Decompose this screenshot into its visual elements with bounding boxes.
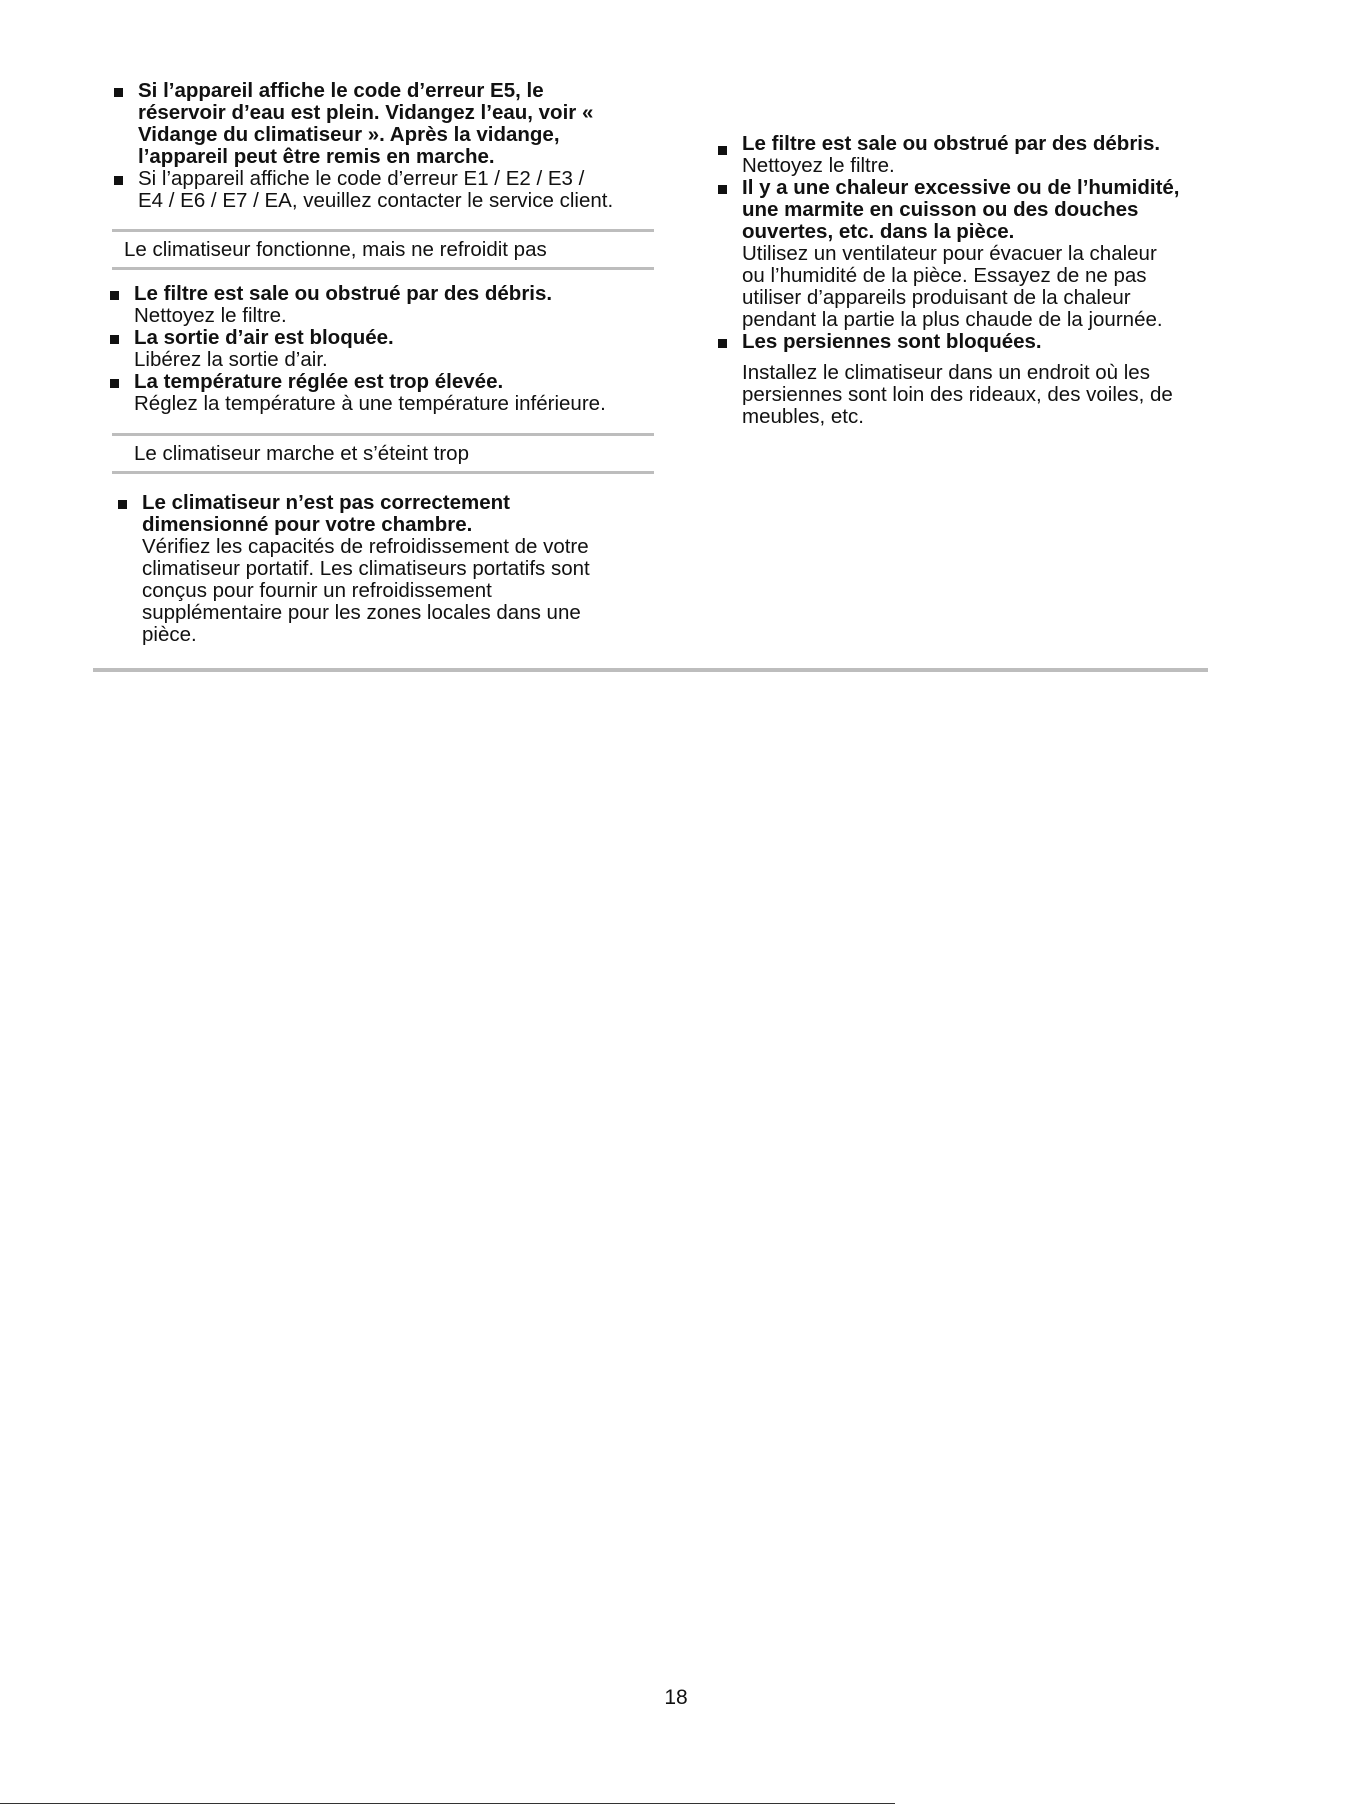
item-text-line: climatiseur portatif. Les climatiseurs portatifs sont bbox=[142, 557, 590, 580]
list-item bbox=[112, 168, 672, 212]
page-number: 18 bbox=[664, 1686, 688, 1709]
item-title-line: Le filtre est sale ou obstrué par des débris. bbox=[742, 132, 1161, 155]
item-text-line: Utilisez un ventilateur pour évacuer la chaleur bbox=[742, 242, 1157, 265]
item-text-line: pièce. bbox=[142, 623, 197, 646]
item-text-line: supplémentaire pour les zones locales dans une bbox=[142, 601, 581, 624]
square-bullet-icon bbox=[718, 339, 727, 348]
list-item bbox=[108, 371, 668, 415]
item-title-line: Si l’appareil affiche le code d’erreur E5, le bbox=[138, 79, 544, 102]
section-divider bbox=[93, 668, 1208, 672]
square-bullet-icon bbox=[110, 379, 119, 388]
list-item bbox=[116, 492, 676, 646]
item-text-line: meubles, etc. bbox=[742, 405, 864, 428]
list-item bbox=[716, 133, 1236, 177]
square-bullet-icon bbox=[718, 146, 727, 155]
item-title-line: une marmite en cuisson ou des douches bbox=[742, 198, 1139, 221]
square-bullet-icon bbox=[114, 88, 123, 97]
item-text-line: Nettoyez le filtre. bbox=[742, 154, 895, 177]
item-title-line: Il y a une chaleur excessive ou de l’humidité, bbox=[742, 176, 1180, 199]
item-text-line: persiennes sont loin des rideaux, des voiles, de bbox=[742, 383, 1173, 406]
error-code-list bbox=[112, 80, 672, 212]
square-bullet-icon bbox=[110, 291, 119, 300]
list-item bbox=[716, 177, 1236, 331]
list-item bbox=[112, 80, 672, 168]
item-title-line: dimensionné pour votre chambre. bbox=[142, 513, 473, 536]
item-title-line: Vidange du climatiseur ». Après la vidange, bbox=[138, 123, 560, 146]
item-text: Libérez la sortie d’air. bbox=[134, 348, 328, 371]
square-bullet-icon bbox=[114, 176, 123, 185]
item-title: Le filtre est sale ou obstrué par des débris. bbox=[134, 282, 553, 305]
section-header bbox=[112, 433, 654, 474]
item-title-line: réservoir d’eau est plein. Vidangez l’eau, voir « bbox=[138, 101, 594, 124]
right-column-list bbox=[716, 133, 1236, 428]
divider bbox=[0, 1803, 895, 1804]
item-title: La sortie d’air est bloquée. bbox=[134, 326, 394, 349]
section-header bbox=[112, 229, 654, 270]
list-item bbox=[108, 283, 668, 327]
item-title-line: Les persiennes sont bloquées. bbox=[742, 330, 1042, 353]
section-title: Le climatiseur fonctionne, mais ne refroidit pas bbox=[124, 238, 547, 261]
square-bullet-icon bbox=[110, 335, 119, 344]
item-title-line: ouvertes, etc. dans la pièce. bbox=[742, 220, 1015, 243]
section-title: Le climatiseur marche et s’éteint trop bbox=[134, 442, 469, 465]
square-bullet-icon bbox=[718, 185, 727, 194]
item-text: Réglez la température à une température inférieure. bbox=[134, 392, 606, 415]
item-title-line: Le climatiseur n’est pas correctement bbox=[142, 491, 511, 514]
section-1-list bbox=[108, 283, 668, 415]
square-bullet-icon bbox=[118, 500, 127, 509]
item-text-line: Installez le climatiseur dans un endroit où les bbox=[742, 361, 1150, 384]
item-text-line: Vérifiez les capacités de refroidissement de votre bbox=[142, 535, 589, 558]
item-title: La température réglée est trop élevée. bbox=[134, 370, 504, 393]
item-text-line: ou l’humidité de la pièce. Essayez de ne pas bbox=[742, 264, 1147, 287]
list-item bbox=[716, 331, 1236, 428]
list-item bbox=[108, 327, 668, 371]
item-text-line: Si l’appareil affiche le code d’erreur E1 / E2 / E3 / bbox=[138, 167, 585, 190]
item-text-line: E4 / E6 / E7 / EA, veuillez contacter le service client. bbox=[138, 189, 614, 212]
section-2-list bbox=[116, 492, 676, 646]
item-title-line: l’appareil peut être remis en marche. bbox=[138, 145, 495, 168]
item-text-line: pendant la partie la plus chaude de la journée. bbox=[742, 308, 1163, 331]
item-text: Nettoyez le filtre. bbox=[134, 304, 287, 327]
item-text-line: conçus pour fournir un refroidissement bbox=[142, 579, 492, 602]
item-text-line: utiliser d’appareils produisant de la chaleur bbox=[742, 286, 1131, 309]
